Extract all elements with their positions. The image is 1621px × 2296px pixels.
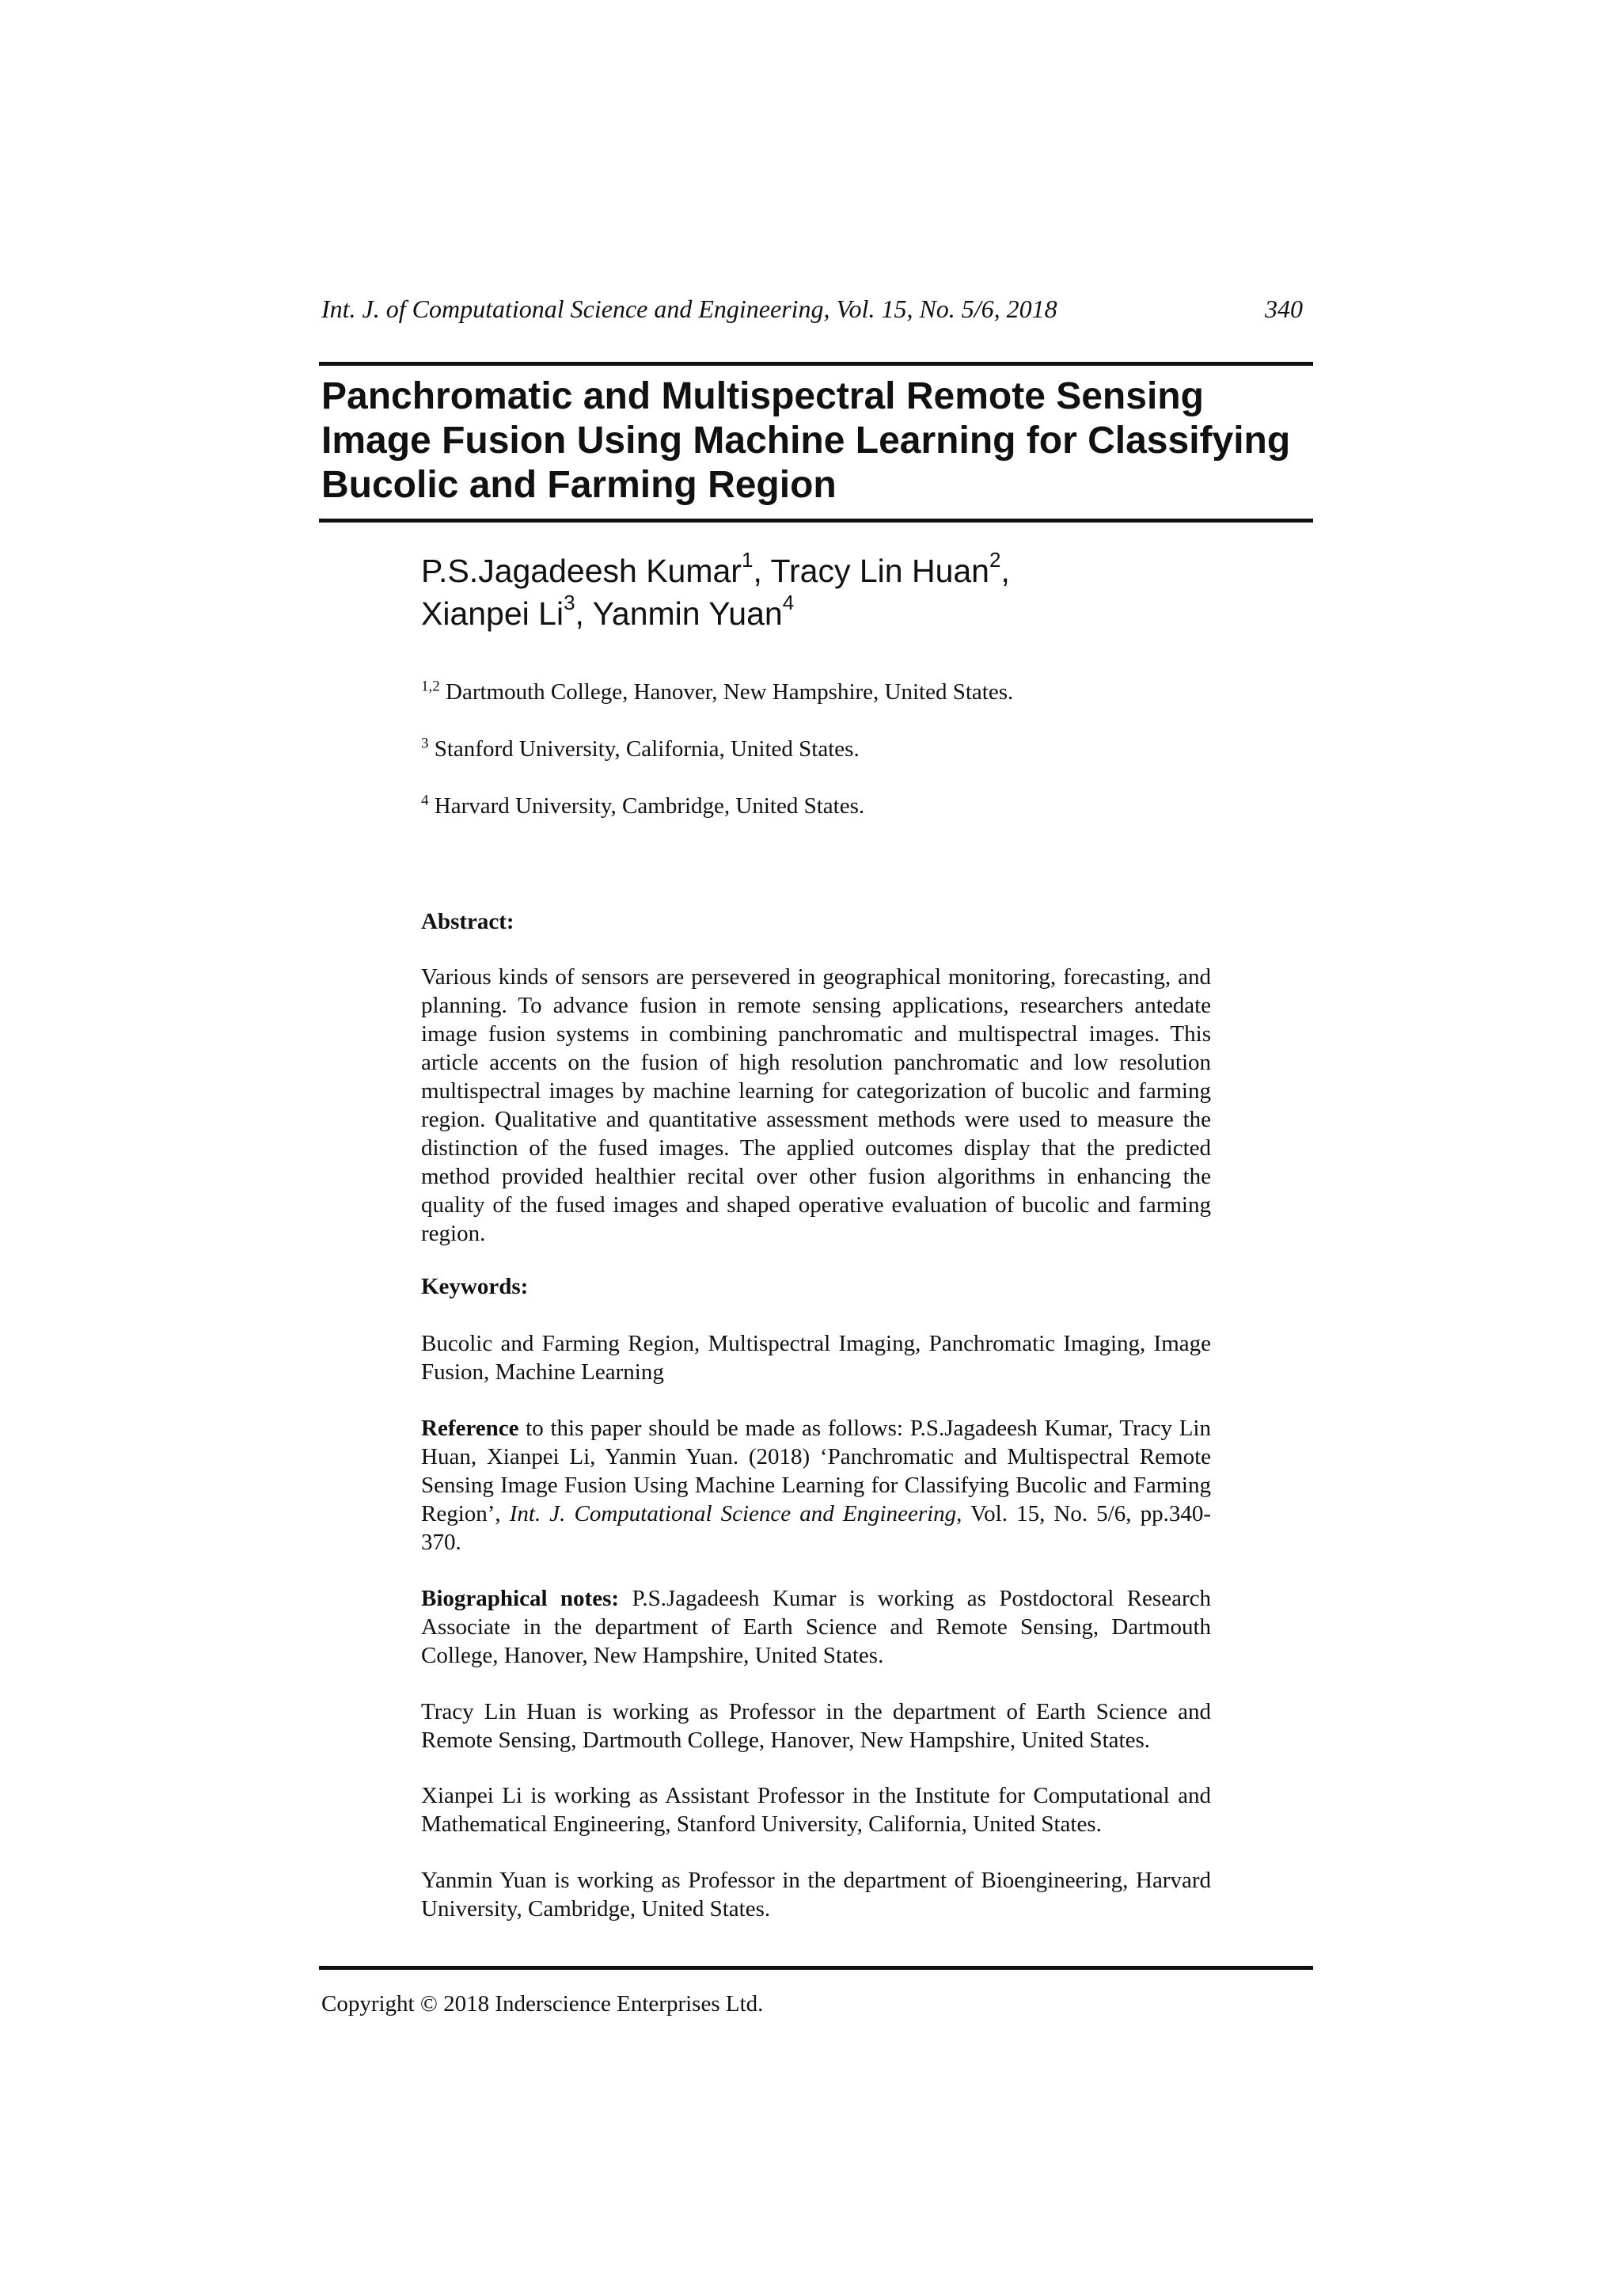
affiliation-superscript: 1,2 [421,678,440,695]
author-separator: , [575,595,593,632]
reference-journal: Int. J. Computational Science and Engineering [509,1501,957,1526]
keywords-heading: Keywords: [421,1274,529,1299]
affiliation-superscript: 3 [421,735,429,752]
footer-rule [319,1966,1313,1970]
author-list [421,549,1213,635]
abstract-text: Various kinds of sensors are persevered in geographical monitoring, forecasting, and planning. To advance fusion in remote sensing applications, researchers antedate image fusion systems in combining panchromatic and multispectral images. This article accents on the fusion of high resolution panchromatic and low resolution multispectral images by machine learning for categorization of bucolic and farming region. Qualitative and quantitative assessment methods were used to measure the distinction of the fused images. The applied outcomes display that the predicted method provided healthier recital over other fusion algorithms in enhancing the quality of the fused images and shaped operative evaluation of bucolic and farming region. [421,964,1211,1246]
copyright-notice: Copyright © 2018 Inderscience Enterprises Ltd. [321,1991,764,2017]
author-superscript: 3 [564,591,575,615]
author-superscript: 2 [989,548,1001,572]
biographical-note: Yanmin Yuan is working as Professor in the department of Bioengineering, Harvard University, Cambridge, United States. [421,1868,1211,1922]
title-rule [319,519,1313,523]
affiliation-text: Dartmouth College, Hanover, New Hampshire, United States. [439,679,1014,705]
running-header [321,295,1303,331]
author-separator: , [1000,553,1010,589]
biographical-text: P.S.Jagadeesh Kumar is working as Postdoctoral Research Associate in the department of Earth Science and Remote Sensing, Dartmouth College, Hanover, New Hampshire, United States. [421,1586,1211,1668]
affiliation-text: Harvard University, Cambridge, United States. [428,793,865,819]
affiliation-text: Stanford University, California, United States. [428,736,860,762]
biographical-lead: Biographical notes: [421,1586,620,1611]
biographical-note [421,1584,1211,1670]
reference-tail: , Vol. 15, No. 5/6, pp.340-370. [421,1501,1211,1555]
biographical-note: Tracy Lin Huan is working as Professor in the department of Earth Science and Remote Sensing, Dartmouth College, Hanover, New Hampshire, United States. [421,1699,1211,1753]
reference-body: to this paper should be made as follows: P.S.Jagadeesh Kumar, Tracy Lin Huan, Xianpei Li, Yanmin Yuan. (2018) ‘Panchromatic and Multispectral Remote Sensing Image Fusion Using Machine Learning for Classifying Bucolic and Farming Region’, [421,1416,1211,1526]
reference-paragraph [421,1414,1211,1557]
paper-title: Panchromatic and Multispectral Remote Sensing Image Fusion Using Machine Learning for Classifying Bucolic and Farming Region [321,375,1291,506]
page-number: 340 [1265,295,1303,323]
author-separator: , [753,553,771,589]
keywords-text: Bucolic and Farming Region, Multispectral Imaging, Panchromatic Imaging, Image Fusion, Machine Learning [421,1331,1211,1385]
author-name: Xianpei Li [421,595,564,632]
author-superscript: 4 [782,591,795,615]
author-name: P.S.Jagadeesh Kumar [421,553,742,589]
reference-lead: Reference [421,1416,519,1441]
journal-citation: Int. J. of Computational Science and Engineering, Vol. 15, No. 5/6, 2018 [321,295,1057,323]
affiliation [421,678,1013,706]
affiliation-superscript: 4 [421,792,429,809]
affiliation [421,792,864,820]
biographical-note: Xianpei Li is working as Assistant Professor in the Institute for Computational and Mathematical Engineering, Stanford University, California, United States. [421,1783,1211,1837]
author-name: Tracy Lin Huan [770,553,989,589]
header-rule [319,362,1313,366]
author-superscript: 1 [741,548,754,572]
affiliation [421,735,860,763]
author-name: Yanmin Yuan [592,595,783,632]
abstract-heading: Abstract: [421,909,514,934]
